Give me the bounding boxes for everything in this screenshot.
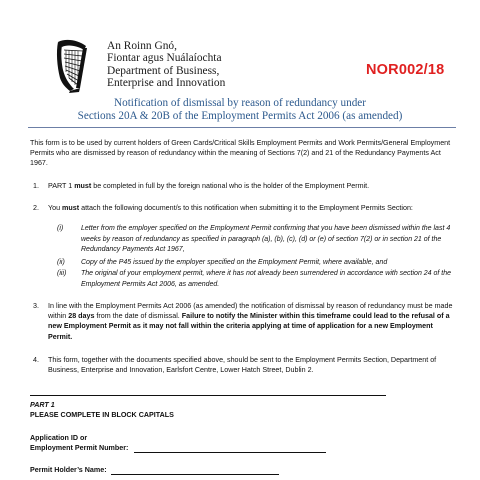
part1-heading: PART 1 [30,401,55,409]
sub-item-ii [57,258,455,269]
list-item-text: In line with the Employment Permits Act 2006 (as amended) the notification of dismissal by reason of redundancy must be made within [48,302,453,321]
permit-holder-name-field [30,465,279,475]
department-line-irish-2: Fiontar agus Nuálaíochta [107,52,222,65]
department-name [107,40,225,90]
list-item-emphasis: 28 days [68,312,95,321]
permit-holder-name-input[interactable] [111,466,279,475]
section-divider [30,395,386,396]
list-item-text: be completed in full by the foreign national who is the holder of the Employment Permit. [91,182,370,190]
list-item-number: 3. [33,302,39,310]
employment-permit-label: Employment Permit Number: [30,444,129,452]
list-item-text: You [48,204,63,212]
list-item-text: This form, together with the documents specified above, should be sent to the Employment Permits Section, Department of Business, Enterprise and Innovation, Earlsfort Centre, Lower Hatch Street, Dublin 2. [48,356,437,375]
list-item-text: PART 1 [48,182,75,190]
list-item-3 [30,301,456,342]
department-line-english-2: Enterprise and Innovation [107,77,226,90]
list-item-text: from the date of dismissal. [94,312,182,321]
department-line-english-1: Department of Business, [107,64,220,77]
intro-paragraph: This form is to be used by current holders of Green Cards/Critical Skills Employment Permits and Work Permits/General Employment Permits who are dismissed by reason of redundancy within the meaning of Sections 7(2) and 21 of the Redundancy Payments Act 1967. [30,139,451,168]
header-divider [28,127,456,128]
permit-holder-name-label: Permit Holder’s Name: [30,466,107,474]
sub-item-number: (iii) [57,270,67,277]
form-title-line-1: Notification of dismissal by reason of redundancy under [114,97,366,109]
sub-item-number: (ii) [57,259,65,266]
form-code: NOR002/18 [366,62,445,78]
list-item-number: 4. [33,356,39,364]
list-item-1 [30,181,456,191]
form-title [0,97,480,123]
sub-item-text: The original of your employment permit, where it has not already been surrendered in accordance with section 24 of the Employment Permits Act 2006, as amended. [81,270,452,288]
list-item-warning: Failure to notify the Minister within this timeframe could lead to the refusal of a new Employment Permit as it may not fall within the criteria applying at time of application for a new Employment Permit. [48,312,450,341]
list-item-number: 1. [33,182,39,190]
department-line-irish-1: An Roinn Gnó, [107,40,177,52]
sub-item-iii [57,269,455,290]
list-item-emphasis: must [62,204,80,212]
sub-item-text: Letter from the employer specified on the Employment Permit confirming that you have been dismissed within the last 4 weeks by reason of redundancy as specified in paragraph (a), (b), (c), (d) or (e) of section 7(2) or in section 21 of the Redundancy Payments Act 1967, [81,225,451,254]
list-item-4 [30,355,456,375]
harp-icon [52,38,92,94]
part1-instruction: PLEASE COMPLETE IN BLOCK CAPITALS [30,411,174,419]
list-item-2 [30,203,456,213]
form-title-line-2: Sections 20A & 20B of the Employment Permits Act 2006 (as amended) [77,110,403,123]
sub-item-i [57,224,455,256]
list-item-number: 2. [33,204,39,212]
application-id-label: Application ID or [30,434,88,442]
sub-item-number: (i) [57,225,64,232]
list-item-emphasis: must [74,182,92,190]
list-item-text: attach the following document/s to this notification when submitting it to the Employment Permits Section: [79,204,413,212]
sub-item-text: Copy of the P45 issued by the employer specified on the Employment Permit, where available, and [81,259,388,266]
employment-permit-number-input[interactable] [134,444,326,453]
employment-permit-field [30,443,326,453]
